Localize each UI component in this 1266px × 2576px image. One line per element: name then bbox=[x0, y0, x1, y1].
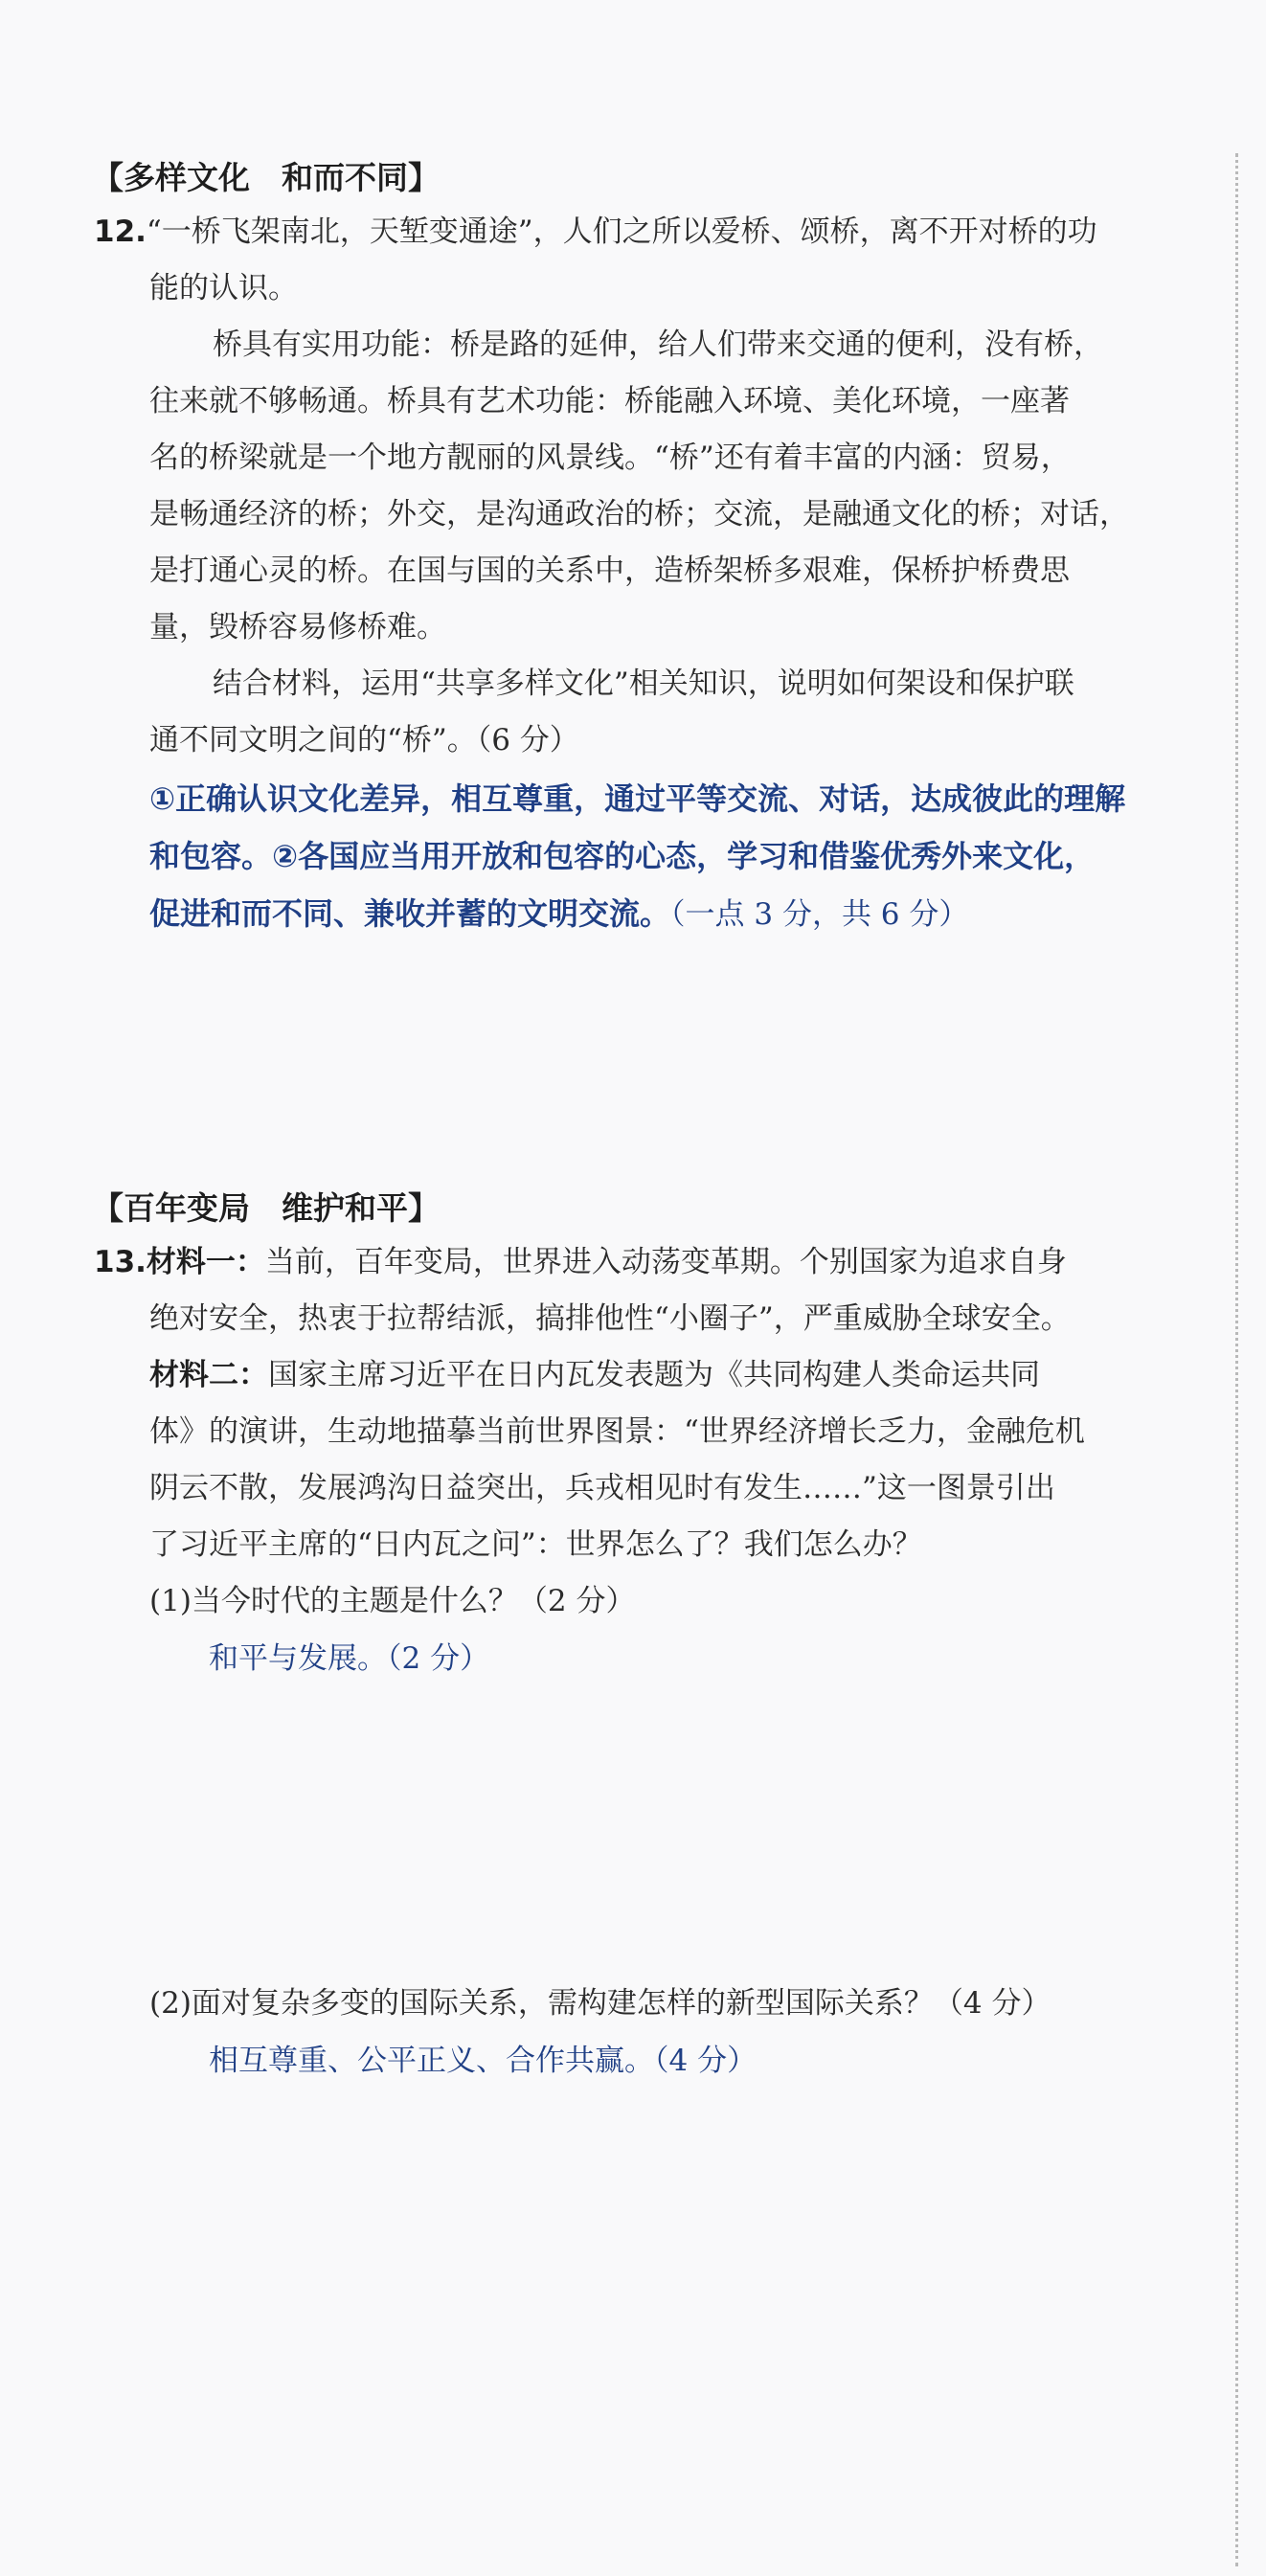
q12-stem-line-1 bbox=[94, 213, 1097, 251]
q12-material-line-1: 桥具有实用功能：桥是路的延伸，给人们带来交通的便利，没有桥， bbox=[213, 328, 1103, 362]
q12-material-line-5: 是打通心灵的桥。在国与国的关系中，造桥架桥多艰难，保桥护桥费思 bbox=[149, 554, 1070, 588]
q12-material-line-6: 量，毁桥容易修桥难。 bbox=[149, 610, 446, 644]
q13-sub1-question: (1)当今时代的主题是什么？（2 分） bbox=[149, 1584, 636, 1618]
q12-answer-line-3 bbox=[149, 894, 968, 934]
q13-material2-line-3: 阴云不散，发展鸿沟日益突出，兵戎相见时有发生……”这一图景引出 bbox=[149, 1471, 1055, 1505]
section-title-century-change: 【百年变局 维护和平】 bbox=[92, 1189, 440, 1227]
q12-stem-text-1: “一桥飞架南北，天堑变通途”，人们之所以爱桥、颂桥，离不开对桥的功 bbox=[146, 215, 1097, 249]
q12-question-line-2: 通不同文明之间的“桥”。（6 分） bbox=[149, 723, 579, 757]
q13-material1-line-2: 绝对安全，热衷于拉帮结派，搞排他性“小圈子”，严重威胁全球安全。 bbox=[149, 1301, 1071, 1336]
q13-material1-line-1 bbox=[94, 1243, 1067, 1281]
q12-answer-line-2: 和包容。②各国应当用开放和包容的心态，学习和借鉴优秀外来文化， bbox=[149, 838, 1096, 874]
q13-sub2-question: (2)面对复杂多变的国际关系，需构建怎样的新型国际关系？（4 分） bbox=[149, 1986, 1051, 2021]
q13-material1-text-1: 当前，百年变局，世界进入动荡变革期。个别国家为追求自身 bbox=[264, 1245, 1067, 1279]
q12-answer-score: （一点 3 分，共 6 分） bbox=[670, 897, 969, 932]
q13-sub1-answer: 和平与发展。（2 分） bbox=[209, 1641, 490, 1676]
q13-material2-text-1: 国家主席习近平在日内瓦发表题为《共同构建人类命运共同 bbox=[268, 1358, 1040, 1392]
q12-number: 12. bbox=[94, 215, 147, 249]
q12-material-line-2: 往来就不够畅通。桥具有艺术功能：桥能融入环境、美化环境，一座著 bbox=[149, 384, 1070, 418]
q13-material2-line-1 bbox=[149, 1356, 1040, 1394]
q12-material-line-3: 名的桥梁就是一个地方靓丽的风景线。“桥”还有着丰富的内涵：贸易， bbox=[149, 441, 1071, 475]
binding-margin-line bbox=[1235, 153, 1238, 2566]
q12-answer-text-3: 促进和而不同、兼收并蓄的文明交流。 bbox=[149, 895, 671, 932]
q12-question-line-1: 结合材料，运用“共享多样文化”相关知识，说明如何架设和保护联 bbox=[213, 667, 1074, 701]
q13-material2-label: 材料二： bbox=[149, 1358, 268, 1392]
q13-material1-label: 材料一： bbox=[146, 1245, 265, 1279]
q13-material2-line-4: 了习近平主席的“日内瓦之问”：世界怎么了？我们怎么办？ bbox=[149, 1527, 922, 1562]
q13-sub2-answer: 相互尊重、公平正义、合作共赢。（4 分） bbox=[209, 2044, 757, 2078]
q12-answer-line-1: ①正确认识文化差异，相互尊重，通过平等交流、对话，达成彼此的理解 bbox=[149, 780, 1126, 817]
q12-material-line-4: 是畅通经济的桥；外交，是沟通政治的桥；交流，是融通文化的桥；对话， bbox=[149, 497, 1129, 531]
section-title-diverse-culture: 【多样文化 和而不同】 bbox=[92, 159, 440, 196]
q13-material2-line-2: 体》的演讲，生动地描摹当前世界图景：“世界经济增长乏力，金融危机 bbox=[149, 1414, 1085, 1449]
q13-number: 13. bbox=[94, 1245, 147, 1279]
q12-stem-line-2: 能的认识。 bbox=[149, 271, 298, 305]
